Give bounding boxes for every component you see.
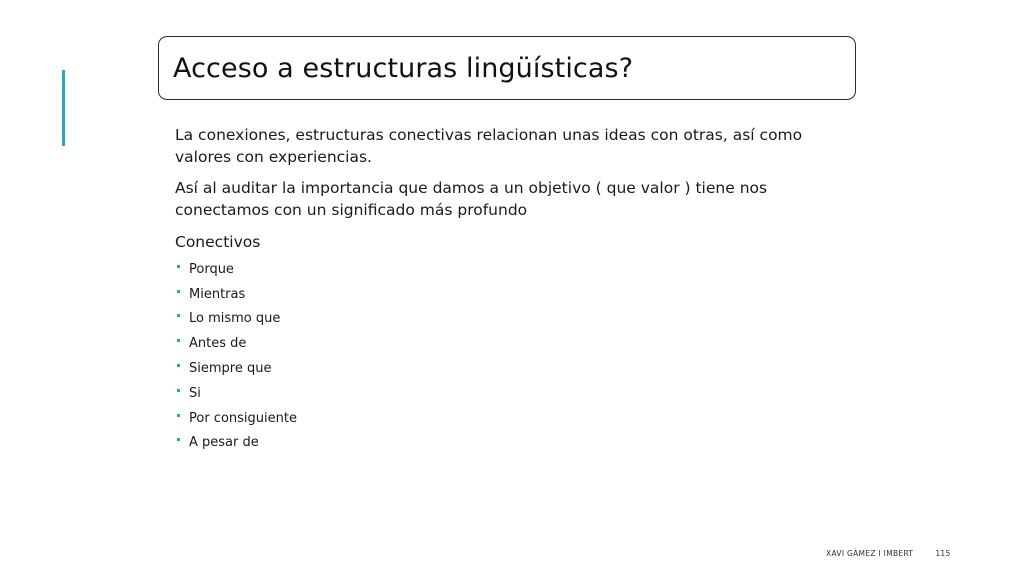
square-bullet-icon <box>177 364 180 367</box>
list-item <box>175 381 855 406</box>
list-item <box>175 431 855 456</box>
connectives-list <box>175 257 855 455</box>
square-bullet-icon <box>177 339 180 342</box>
list-item <box>175 307 855 332</box>
square-bullet-icon <box>177 265 180 268</box>
list-item-label: Porque <box>189 261 234 277</box>
list-item <box>175 356 855 381</box>
square-bullet-icon <box>177 389 180 392</box>
square-bullet-icon <box>177 314 180 317</box>
list-item-label: Antes de <box>189 336 247 352</box>
list-item <box>175 257 855 282</box>
square-bullet-icon <box>177 414 180 417</box>
paragraph-1: La conexiones, estructuras conectivas relacionan unas ideas con otras, así como valores con experiencias. <box>175 126 803 166</box>
square-bullet-icon <box>177 438 180 441</box>
accent-bar <box>62 70 65 146</box>
page-number: 115 <box>935 549 951 558</box>
square-bullet-icon <box>177 290 180 293</box>
footer-author: XAVI GÀMEZ I IMBERT <box>826 549 914 558</box>
list-item <box>175 282 855 307</box>
paragraph-2: Así al auditar la importancia que damos a un objetivo ( que valor ) tiene nos conectamos con un significado más profundo <box>175 179 768 219</box>
list-item-label: Si <box>189 385 201 401</box>
list-item-label: A pesar de <box>189 435 259 451</box>
slide-footer <box>826 549 951 558</box>
list-item-label: Mientras <box>189 286 246 302</box>
title-box <box>158 36 856 100</box>
slide-title: Acceso a estructuras lingüísticas? <box>173 52 634 84</box>
list-heading: Conectivos <box>175 233 261 251</box>
list-item <box>175 331 855 356</box>
list-item-label: Lo mismo que <box>189 311 281 327</box>
list-item-label: Por consiguiente <box>189 410 297 426</box>
slide-content <box>175 124 855 455</box>
list-item <box>175 406 855 431</box>
list-item-label: Siempre que <box>189 361 272 377</box>
